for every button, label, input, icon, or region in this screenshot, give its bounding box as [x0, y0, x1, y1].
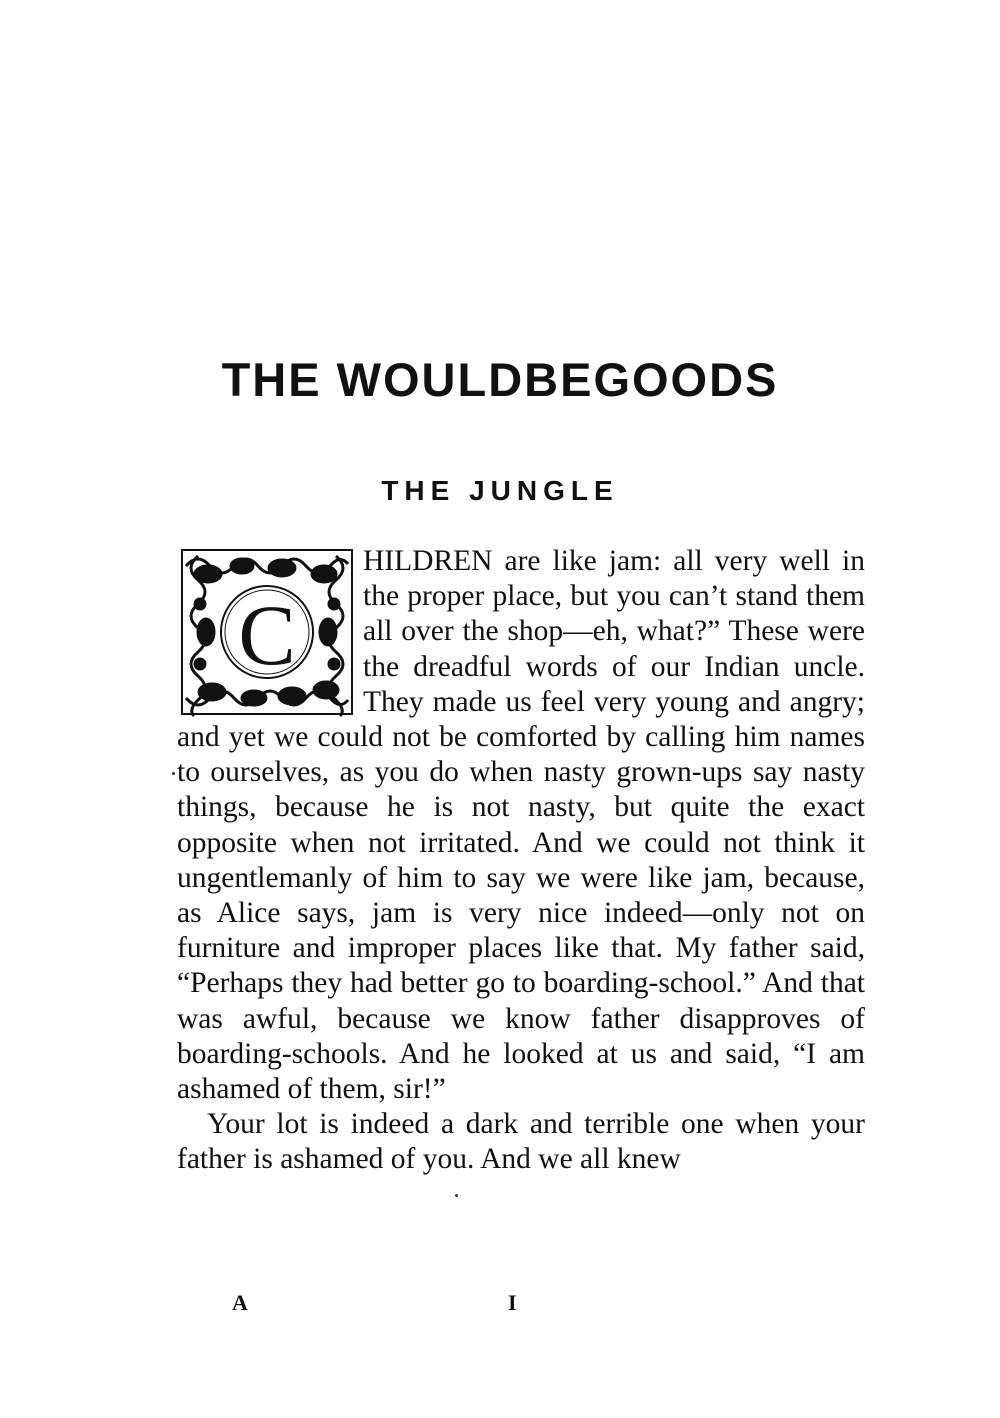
page-number: I	[508, 1290, 517, 1315]
signature-mark: A	[232, 1290, 248, 1315]
print-speck	[455, 1194, 458, 1197]
body-text	[177, 544, 865, 1178]
book-title: THE WOULDBEGOODS	[221, 353, 779, 406]
paragraph-2: Your lot is indeed a dark and terrible one when your father is ashamed of you. And we all knew	[177, 1108, 865, 1176]
dropcap-letter: C	[238, 587, 296, 683]
print-speck	[172, 772, 175, 775]
chapter-title: THE JUNGLE	[381, 475, 619, 506]
paragraph-1: HILDREN are like jam: all very well in the proper place, but you can’t stand them all over the shop—eh, what?” These were the dreadful words of our Indian uncle. They made us feel very young and angry; and yet we could not be comforted by calling him names to ourselves, as you do when nasty grown-ups say nasty things, because he is not nasty, but quite the exact opposite when not irritated. And we could not think it ungentlemanly of him to say we were like jam, because, as Alice says, jam is very nice indeed—only not on furniture and improper places like that. My father said, “Perhaps they had better go to boarding-school.” And that was awful, because we know father disapproves of boarding-schools. And he looked at us and said, “I am ashamed of them, sir!”	[177, 545, 865, 1106]
